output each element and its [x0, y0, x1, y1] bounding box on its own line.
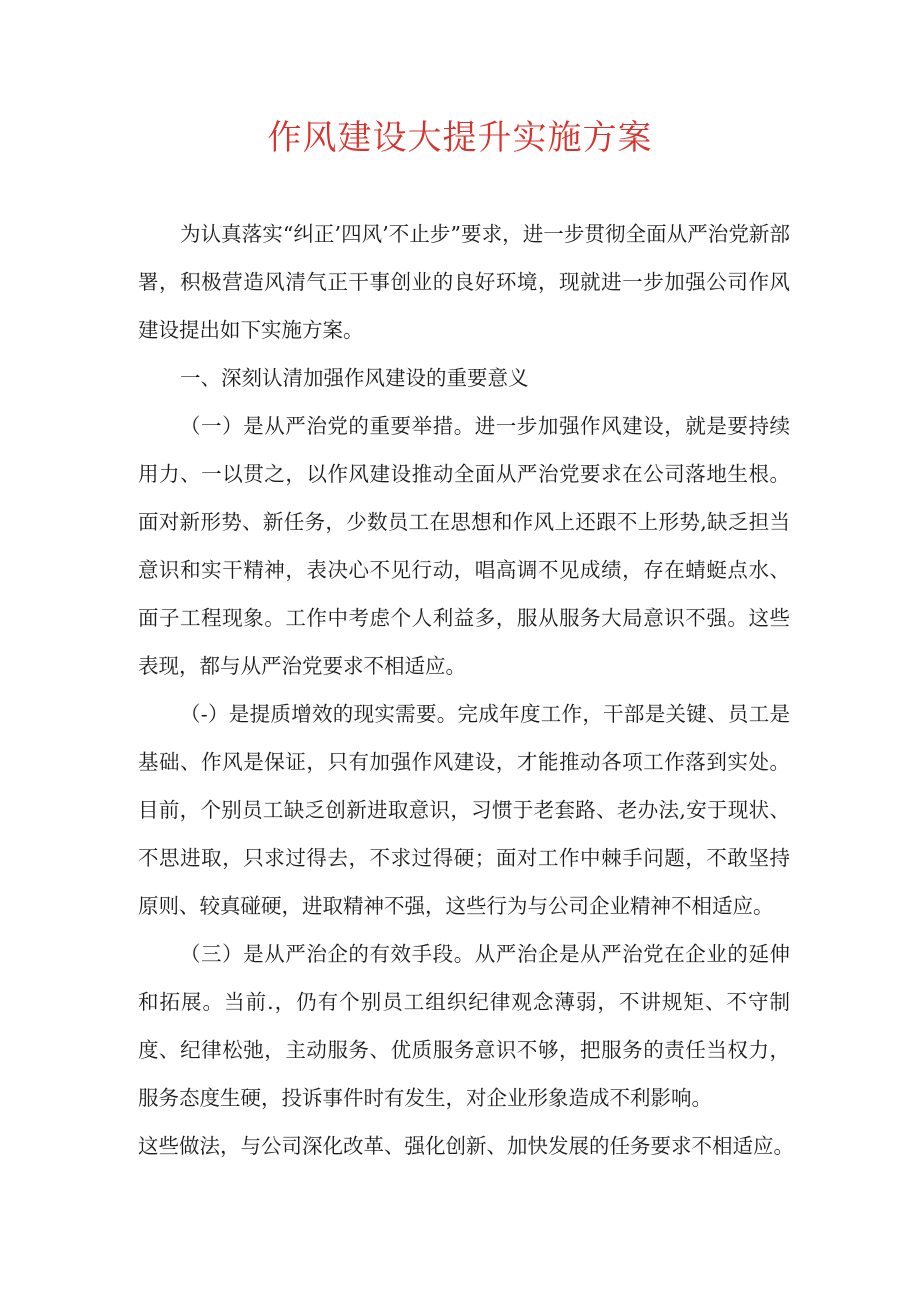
document-title: 作风建设大提升实施方案 — [267, 118, 653, 158]
paragraph-point-2: （-）是提质增效的现实需要。完成年度工作，干部是关键、员工是基础、作风是保证，只有加强作风建设，才能推动各项工作落到实处。目前，个别员工缺乏创新进取意识，习惯于老套路、老办法,安于现状、不思进取，只求过得去，不求过得硬；面对工作中棘手问题，不敢坚持原则、较真碰硬，进取精神不强，这些行为与公司企业精神不相适应。 — [138, 702, 790, 918]
paragraph-point-1: （一）是从严治党的重要举措。进一步加强作风建设，就是要持续用力、一以贯之，以作风建设推动全面从严治党要求在公司落地生根。面对新形势、新任务，少数员工在思想和作风上还跟不上形势,缺乏担当意识和实干精神，表决心不见行动，唱高调不见成绩，存在蜻蜓点水、面子工程现象。工作中考虑个人利益多，服从服务大局意识不强。这些表现，都与从严治党要求不相适应。 — [138, 414, 790, 678]
paragraph-conclusion: 这些做法，与公司深化改革、强化创新、加快发展的任务要求不相适应。 — [138, 1134, 794, 1158]
paragraph-intro: 为认真落实“纠正’四风’不止步”要求，进一步贯彻全面从严治党新部署，积极营造风清气正干事创业的良好环境，现就进一步加强公司作风建设提出如下实施方案。 — [138, 222, 790, 342]
document-body — [138, 210, 794, 1170]
section-heading-1: 一、深刻认清加强作风建设的重要意义 — [180, 366, 529, 390]
paragraph-point-3: （三）是从严治企的有效手段。从严治企是从严治党在企业的延伸和拓展。当前.，仍有个别员工组织纪律观念薄弱，不讲规矩、不守制度、纪律松弛，主动服务、优质服务意识不够，把服务的责任当权力，服务态度生硬，投诉事件时有发生，对企业形象造成不利影响。 — [138, 942, 790, 1110]
